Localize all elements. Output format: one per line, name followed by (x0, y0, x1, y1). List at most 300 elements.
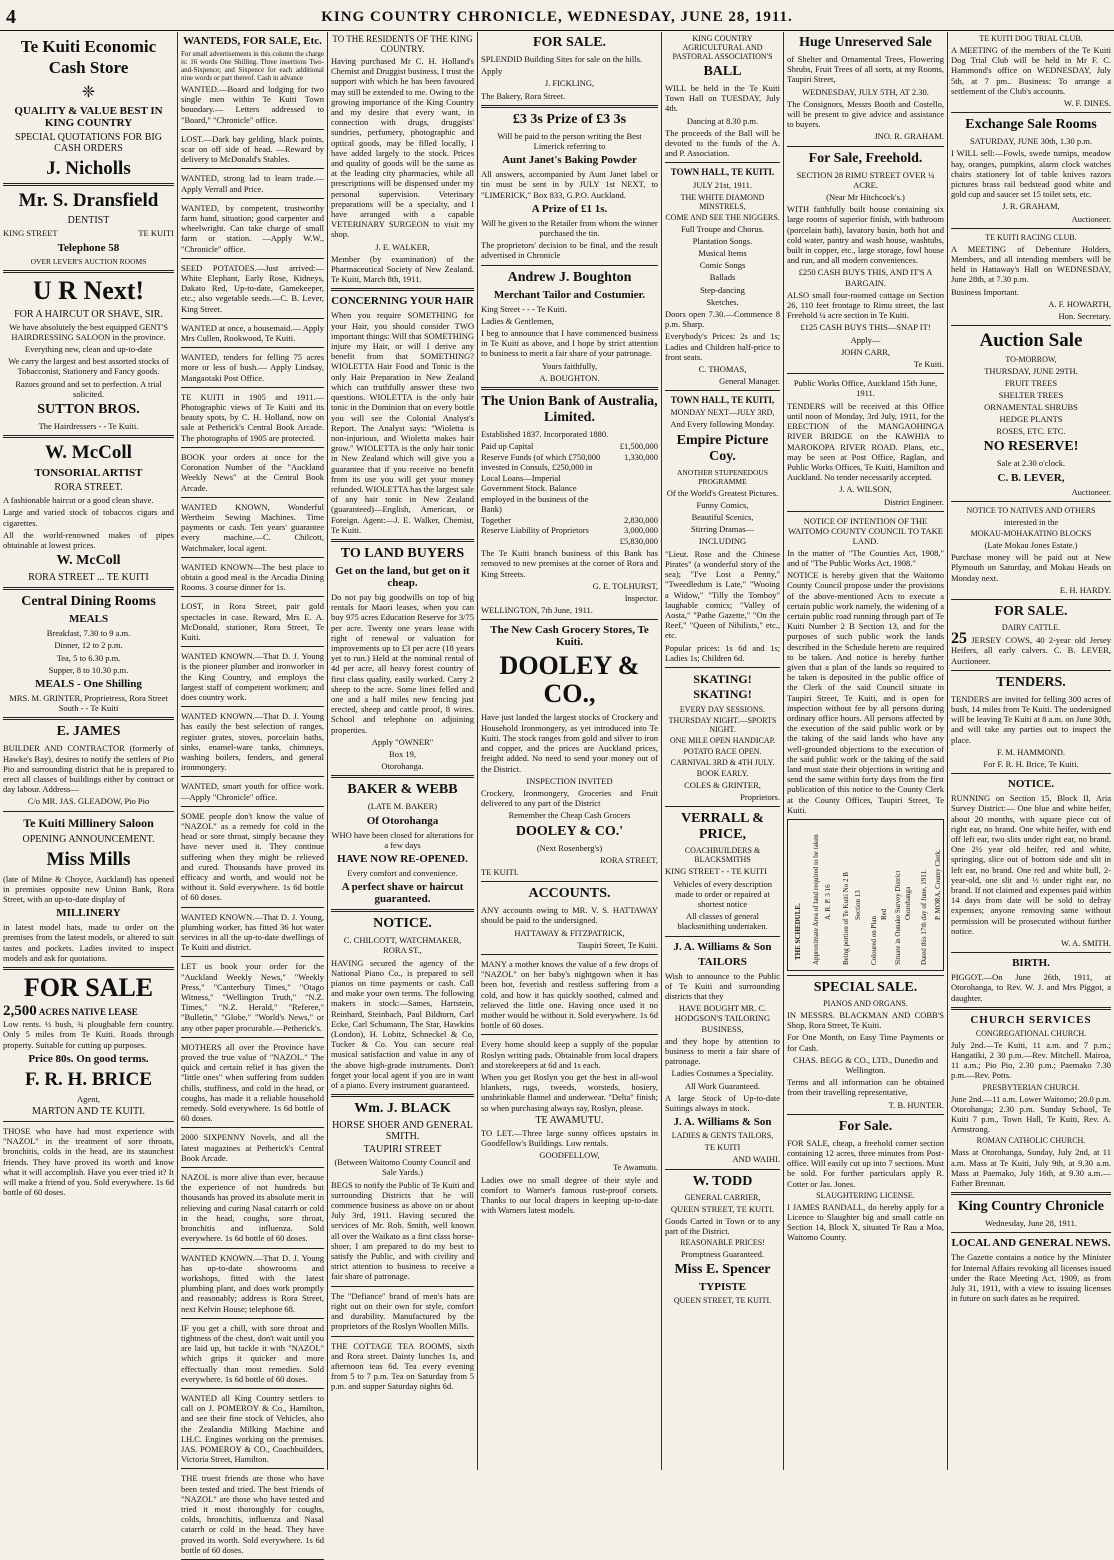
shelter-text: of Shelter and Ornamental Trees, Flowering Shrubs, Fruit Trees of all sorts, at my Rooms, Taupiri Street, (787, 54, 944, 85)
brice: For F. R. H. Brice, Te Kuiti. (983, 758, 1079, 769)
auction-item: HEDGE PLANTS (999, 414, 1063, 425)
answers-text: All answers, accompanied by Aunt Janet label or tin must be sent in by JULY 1st NEXT, to "LIMERICK," Box 833, G.P.O. Auckland. (481, 169, 658, 200)
act-item: Plantation Songs. (692, 235, 753, 246)
unreserved-heading: Huge Unreserved Sale (799, 35, 932, 50)
inspection-line: INSPECTION INVITED (526, 775, 613, 786)
builder-address: C/o MR. JAS. GLEADOW, Pio Pio (27, 796, 150, 807)
grinter-line: MRS. M. GRINTER, Proprietress, Rora Street South - - Te Kuiti (9, 692, 168, 714)
schedule-col: Being portion of Te Kuiti No 2 B (842, 872, 850, 965)
rora-street: RORA STREET, (600, 854, 658, 865)
ornament-icon: ❈ (81, 84, 96, 101)
skating-heading: SKATING! SKATING! (693, 671, 752, 701)
auct2: Auctioneer. (1071, 486, 1111, 497)
every-text: Everything new, clean and up-to-date (24, 343, 153, 354)
kcc-date: Wednesday, June 28, 1911. (985, 1218, 1077, 1229)
auction-items (951, 378, 1111, 436)
classified-ad: WANTED KNOWN, Wonderful Wertheim Sewing Machines. Time payments or cash. Ten years' guarantee every machine.—C. Chilcott, Watchmaker, local agent. (181, 501, 324, 553)
boughton-heading: Andrew J. Boughton (507, 269, 632, 285)
kcc-heading: King Country Chronicle (958, 1199, 1104, 1215)
including-line: INCLUDING (698, 536, 747, 547)
mccoll-heading: W. McColl (45, 442, 132, 464)
purchase-text: Purchase money will be paid out at New Plymouth on Saturday, and Mokau Heads on Monday next. (951, 552, 1111, 583)
masthead (0, 0, 1114, 31)
notice-text: NOTICE is hereby given that the Waitomo County Council propose under the provisions of the above-mentioned Acts to execute a certain public work namely, the widening of a certain public road running through part of Te Kuiti Number 2 B Section 13, and for the purposes of such public work the lands described in the Schedule hereto are required to be taken. And notice is hereby further given that a plan of the lands so required to be taken is deposited in the public office of the Clerk of the said Council situate in Taupiri Street, Te Kuiti, and is open for inspection without fee by all persons during ordinary office hours. All persons affected by the execution of the said public work or by the taking of the said lands who have any well-grounded objections to the execution of the said public work or the taking of the said land must state their objections in writing and send the same within forty days from the first publication of this notice to the County Clerk at the County Offices, Taupiri Street, Te Kuiti. (787, 570, 944, 815)
cong-heading: CONGREGATIONAL CHURCH. (975, 1028, 1087, 1038)
baker-text: WHO have been closed for alterations for a few days (331, 829, 474, 850)
large-stock: A large Stock of Up-to-date Suitings always in stock. (665, 1092, 780, 1113)
acres-number: 2,500 (3, 1003, 37, 1019)
baker-heading: BAKER & WEBB (347, 782, 458, 798)
july21: JULY 21st, 1911. (693, 180, 752, 191)
walker-sub: Member (by examination) of the Pharmaceutical Society of New Zealand. Te Kuiti, March 8th, 1911. (331, 253, 474, 285)
gm: General Manager. (719, 376, 780, 387)
auction-item: FRUIT TREES (1004, 378, 1058, 389)
all-classes-text: All classes of general blacksmithing undertaken. (677, 911, 768, 932)
financial-row: Reserve Liability of Proprietors 3,000,000 (481, 525, 658, 536)
special-sale: SPECIAL SALE. (813, 980, 918, 995)
assoc-heading: KING COUNTRY AGRICULTURAL AND PASTORAL ASSOCIATION'S (672, 34, 773, 61)
tolet-text: TO LET.—Three large sunny offices upstairs in Goodfellow's Buildings. Low rentals. (481, 1127, 658, 1148)
apply-jc: Apply— (850, 334, 881, 345)
king-street: King Street - - - Te Kuiti. (481, 303, 567, 314)
guaranteed: All Work Guaranteed. (685, 1080, 760, 1091)
wish-text: Wish to announce to the Public of Te Kuiti and surrounding districts that they (665, 970, 780, 1001)
hope-text: and they hope by attention to business to merit a fair share of patronage. (665, 1035, 780, 1067)
grocery-heading: The New Cash Grocery Stores, Te Kuiti. (490, 624, 649, 649)
classified-ad: NAZOL is more alive than ever, because the experience of not hundreds but thousands has proved its absolute merit in relieving and curing Nasal catarrh or cold in the head, coughs, sore throat, bronchitis and influenza. Sold everywhere. 1s 6d bottle of 60 doses. (181, 1172, 324, 1244)
williams-tk: TE KUITI (704, 1142, 741, 1153)
merchant-label: Merchant Tailor and Costumier. (493, 288, 646, 301)
terms-text: Terms and all information can be obtained from their travelling representative, (787, 1077, 944, 1098)
waihi: AND WAIHI. (732, 1154, 780, 1165)
classified-ad: WANTED all King Country settlers to call on J. POMEROY & Co., Hamilton, and see their fine stock of Vehicles, also the Zealandia Milking Machine and I.H.C. Engines working on the premises. JAS. POMEROY & CO., Coachbuilders, Victoria Street, Hamilton. (181, 1392, 324, 1465)
classified-ad: WANTED.—Board and lodging for two single men within Te Kuiti Town boundary.— Letters addressed to "Board," "Chronicle" office. (181, 84, 324, 125)
tagline: QUALITY & VALUE BEST IN KING COUNTRY (14, 105, 163, 129)
store-name: Te Kuiti Economic Cash Store (20, 37, 157, 77)
pianos: PIANOS AND ORGANS. (823, 999, 908, 1008)
cong-text: July 2nd.—Te Kuiti, 11 a.m. and 7 p.m.; Hangatiki, 2 30 p.m.—Rev. Mitchell. Mairoa, 11 a.m.; Pio Pio, 2.30 p.m.; Paemako 7.30 p.m.—Rev. Potts. (951, 1039, 1111, 1081)
haircut-line: FOR A HAIRCUT OR SHAVE, SIR. (14, 308, 163, 320)
tomorrow: TO-MORROW, (1005, 355, 1057, 365)
aunt-janet: Aunt Janet's Baking Powder (502, 154, 637, 167)
every-day: EVERY DAY SESSIONS. (679, 704, 766, 714)
carnival-line: CARNIVAL 3RD & 4TH JULY. (670, 757, 775, 767)
every-monday: And Every following Monday. (670, 419, 775, 430)
cash250: £250 CASH BUYS THIS, AND IT'S A BARGAIN. (798, 267, 933, 288)
meals-price: MEALS - One Shilling (35, 677, 142, 690)
bank-financials (481, 441, 658, 546)
baker-perfect: A perfect shave or haircut guaranteed. (341, 881, 464, 906)
bought-text: HAVE BOUGHT MR. C. HODGSON'S TAILORING BUSINESS, (674, 1003, 771, 1034)
forsale-heading: FOR SALE. (532, 35, 607, 50)
proceeds-text: The proceeds of the Ball will be devoted to the funds of the A. and P. Association. (665, 127, 780, 159)
hon: Hon. Secretary. (1058, 311, 1111, 322)
gazette-text: The Gazette contains a notice by the Minister for Internal Affairs revoking all licenses issued under the Race Meeting Act, 1909, as from July 31, 1911, with a view to issuing licenses in future on such dates as be required. (951, 1252, 1111, 1304)
verrall-address: KING STREET - - TE KUITI (665, 866, 767, 877)
goods-text: Goods Carted in Town or to any part of the District. (665, 1215, 780, 1236)
apply-label: Apply (481, 66, 503, 77)
world-line: Of the World's Greatest Pictures. (666, 487, 779, 498)
reasonable: REASONABLE PRICES! (680, 1238, 765, 1248)
supper-time: Supper, 8 to 10.30 p.m. (48, 664, 129, 675)
graham: JNO. R. GRAHAM. (874, 131, 944, 142)
ball-text: WILL be held in the Te Kuiti Town Hall on TUESDAY, July 4th. (665, 83, 780, 114)
freehold-text: FOR SALE, cheap, a freehold corner section containing 12 acres, three minutes from Post-office. Will easily cut up into 7 sections. Must be sold. For further particulars apply R. Cotter or Jas. Jones. (787, 1137, 944, 1189)
classified-ad: WANTED at once, a housemaid.— Apply Mrs Cullen, Rookwood, Te Kuiti. (181, 322, 324, 344)
wanteds-heading: WANTEDS, FOR SALE, Etc. (183, 35, 322, 47)
between-note: (Between Waitomo County Council and Sale Yards.) (334, 1157, 471, 1178)
notice7-heading: NOTICE. (1007, 778, 1055, 791)
baker-town: Of Otorohanga (366, 814, 439, 827)
spencer-heading: Miss E. Spencer (674, 1262, 771, 1278)
prize-text: Will be paid to the person writing the Best Limerick referring to (497, 130, 642, 152)
auction-heading: Auction Sale (979, 330, 1083, 352)
dated: Dated this 17th day of June, 1911. (920, 869, 928, 965)
noreserve: NO RESERVE! (983, 439, 1079, 455)
thursday-line: THURSDAY NIGHT.—SPORTS NIGHT. (668, 715, 777, 734)
next-note: (Next Rosenberg's) (536, 842, 603, 853)
hardy: E. H. HARDY. (1059, 584, 1111, 595)
tenders-heading: TENDERS. (996, 674, 1066, 690)
dines: W. F. DINES. (1064, 98, 1111, 109)
sat-line: SATURDAY, JUNE 30th, 1.30 p.m. (969, 136, 1093, 147)
dinner-time: Dinner, 12 to 2 p.m. (54, 640, 123, 651)
schedule-title: THE SCHEDULE. (794, 903, 802, 960)
full-troupe: Full Troupe and Chorus. (680, 223, 765, 234)
birth-heading: BIRTH. (1012, 957, 1050, 970)
local-heading: LOCAL AND GENERAL NEWS. (951, 1237, 1111, 1250)
monday-line: MONDAY NEXT—JULY 3RD, (670, 408, 775, 418)
classified-ad: THE truest friends are those who have been tested and tried. The best friends of "NAZOL" are those who have tested and tried it most thoroughly for coughs, colds, bronchitis, influenza and Nasal catarrh or cold in the head. They have proved its worth. Sold everywhere. 1s 6d bottle of 60 doses. (181, 1473, 324, 1555)
thursday: THURSDAY, JUNE 29TH. (984, 366, 1078, 377)
boughton-sig: A. BOUGHTON. (539, 372, 600, 383)
potato-line: POTATO RACE OPEN. (683, 746, 762, 756)
schedule-val: Otorohanga (904, 886, 912, 920)
sell-text: I WILL sell:—Fowls, swede turnips, meadow hay, oranges, pumpkins, alarm clock watches chairs stationery lot of table knives razors pictures brass rail bedstead good white and gold cup and saucer set 15 toilet sets, etc. (951, 148, 1111, 200)
large-text: Large and varied stock of tobaccos cigars and cigarettes. (3, 507, 174, 528)
smith: W. A. SMITH. (1061, 937, 1111, 948)
act-item: Ballads (709, 272, 736, 283)
classified-ad: SOME people don't know the value of "NAZOL" as a remedy for cold in the head or sore throat, simply because they have never used it. They continue suffering when they might be relieved and cured. Thousands have proved its efficacy and worth, and would not be without it. Sold everywhere. 1s 6d bottle of 60 doses. (181, 810, 324, 903)
blocks: MOKAU-MOHAKATINO BLOCKS (970, 529, 1092, 539)
splendid-text: SPLENDID Building Sites for sale on the hills. (481, 54, 643, 64)
hammond: F. M. HAMMOND. (996, 746, 1066, 757)
meals-label: MEALS (68, 613, 109, 626)
dining-heading: Central Dining Rooms (21, 594, 156, 610)
millinery-label: MILLINERY (56, 907, 121, 920)
fashion-text: A fashionable haircut or a good clean shave. (3, 495, 154, 506)
mile-line: ONE MILE OPEN HANDICAP. (669, 735, 776, 745)
acres-text: ACRES NATIVE LEASE (38, 1007, 138, 1017)
wilson: J. A. WILSON, (839, 484, 892, 495)
tolhurst: G. E. TOLHURST, (592, 580, 658, 591)
land-box: Box 19, (389, 748, 416, 759)
millinery-heading: Te Kuiti Millinery Saloon (23, 815, 154, 830)
coles: COLES & GRINTER, (684, 779, 761, 790)
graham2: J. R. GRAHAM, (1002, 201, 1060, 212)
baker-reopened: HAVE NOW RE-OPENED. (337, 853, 468, 865)
crockery-text: Crockery, Ironmongery, Groceries and Fruit delivered to any part of the District (481, 787, 658, 809)
classified-ad: WANTED KNOWN—The best place to obtain a good meal is the Arcadia Dining Rooms. 3 course dinner for 1s. (181, 561, 324, 593)
column-2 (178, 32, 328, 1555)
newspaper-title: KING COUNTRY CHRONICLE, WEDNESDAY, JUNE 28, 1911. (321, 9, 793, 25)
ladies-gents: LADIES & GENTS TAILORS, (671, 1131, 774, 1141)
classified-ad: LOST.—Dark bay gelding, black points, scar on off side of head. —Reward by delivery to McDonald's Stables. (181, 133, 324, 165)
pwo: Public Works Office, Auckland 15th June, 1911. (793, 378, 938, 399)
at2: Sale at 2.30 o'clock. (996, 458, 1066, 469)
stirring-line: Stirring Dramas— (690, 524, 755, 535)
racing-heading: TE KUITI RACING CLUB. (985, 232, 1077, 242)
prize2: A Prize of £1 1s. (531, 202, 608, 215)
roslyn-text: When you get Roslyn you get the best in all-wool blankets, rugs, tweeds, worsteds, hosiery, unshrinkable flannel and underwear. "Delta" finish; so when purchasing always say, Roslyn, please. (481, 1071, 658, 1113)
schedule-col: Situate in Ounake Survey District (894, 870, 902, 965)
schedule-val: Red (880, 908, 888, 920)
another-line: ANOTHER STUPENEDOUS PROGRAMME (676, 467, 769, 486)
land-heading: TO LAND BUYERS (340, 545, 465, 561)
column-1 (0, 32, 178, 1470)
nicholls-name: J. Nicholls (46, 158, 131, 179)
act-item: Step-dancing (700, 284, 745, 295)
accounts-text: ANY accounts owing to MR. V. S. HATTAWAY should be paid to the undersigned. (481, 905, 658, 926)
yours-label: Yours faithfully, (541, 360, 598, 371)
ladies-text: I beg to announce that I have commenced business in Te Kuiti as above, and I hope by strict attention to business to merit a fair share of your patronage. (481, 328, 658, 359)
begg: CHAS. BEGG & CO., LTD., Dunedin and Wellington. (793, 1054, 938, 1076)
special-quotations: SPECIAL QUOTATIONS FOR BIG CASH ORDERS (15, 132, 162, 154)
black-heading: Wm. J. BLACK (354, 1101, 451, 1117)
defiance-text: The "Defiance" brand of men's hats are right out on their own for style, comfort and durability. Manufactured by the proprietors of the Roslyn Woollen Mills. (331, 1290, 474, 1332)
tenders-text: TENDERS are invited for felling 300 acres of bush, 14 miles from Te Kuiti. The undersigned will be leaving Te Kuiti at 8 a.m. on June 30th, and will take any parties out to inspect the place. (951, 693, 1111, 745)
howarth: A. F. HOWARTH, (1048, 298, 1111, 309)
walker-signature: J. E. WALKER, (375, 241, 430, 252)
book-early: BOOK EARLY. (696, 768, 749, 778)
lever: C. B. LEVER, (997, 471, 1065, 484)
james-heading: E. JAMES (56, 724, 121, 740)
chilcott-heading: C. CHILCOTT, WATCHMAKER, RORA ST., (343, 935, 462, 956)
tea-time: Tea, 5 to 6.30 p.m. (56, 652, 121, 663)
prices-text: Everybody's Prices: 2s and 1s; Ladies and Children half-price to front seats. (665, 331, 780, 362)
ball-heading: BALL (703, 64, 742, 79)
branch-text: The Te Kuiti branch business of this Bank has removed to new premises at the corner of Rora and King Streets. (481, 548, 658, 579)
classified-ad: BOOK your orders at once for the Coronation Number of the "Auckland Weekly News" at the Central Book Arcade. (181, 451, 324, 493)
rc-heading: ROMAN CATHOLIC CHURCH. (976, 1136, 1086, 1146)
land-town: Otorohanga. (381, 761, 424, 772)
with-text: WITH faithfully built house containing six large rooms of superior finish, with bathroom (porcelain bath), lavatory basin, both hot and cold water, pantry and wash house, washtubs, built in copper, etc., large storage, fowl house and run, and all modern conveniences. (787, 204, 944, 266)
classified-ad: 2000 SIXPENNY Novels, and all the latest magazines at Petherick's Central Book Arcade. (181, 1132, 324, 1163)
for-sale-heading: FOR SALE (23, 973, 154, 1002)
carr-tk: Te Kuiti. (913, 359, 944, 370)
jersey-text: JERSEY COWS, 40 2-year old Jersey Heifers, all early calvers. C. B. LEVER, Auctioneer. (951, 635, 1112, 666)
rc-text: Mass at Otorohanga, Sunday, July 2nd, at 11 a.m. Mass at Te Kuiti, July 9th, at 9.30 a.m. Mass at Paemako, July 16th, at 9.30 a.m.—Father Brennan. (951, 1147, 1111, 1189)
dooley2-heading: DOOLEY & CO.' (515, 823, 624, 839)
mora: P. MORA, County Clerk. (934, 849, 942, 920)
carr: JOHN CARR, (840, 346, 891, 357)
financial-row: £5,830,000 (619, 535, 658, 546)
hair-heading: CONCERNING YOUR HAIR (331, 295, 474, 308)
location-note: OVER LEVER'S AUCTION ROOMS (30, 256, 147, 266)
ladies-salutation: Ladies & Gentlemen, (481, 315, 554, 326)
cash125: £125 CASH BUYS THIS—SNAP IT! (800, 322, 931, 333)
freehold-heading: For Sale, Freehold. (808, 150, 923, 166)
business: Business Important. (951, 286, 1019, 297)
razors-text: Razors ground and set to perfection. A trial solicited. (15, 378, 162, 399)
dairy: DAIRY CATTLE. (1001, 623, 1061, 633)
every-home-text: Every home should keep a supply of the popular Roslyn writing pads. Obtainable from local drapers and storekeepers at 6d and 1s each. (481, 1039, 658, 1070)
mills-heading: Miss Mills (46, 848, 131, 870)
schedule-val: A. R. P. 3 16 (824, 884, 832, 920)
act-item: Musical Items (698, 248, 747, 259)
taupiri: Taupiri Street, Te Kuiti. (577, 939, 658, 950)
classified-ad: WANTED, tenders for felling 75 acres more or less of bush.— Apply Lindsay, Mangaotaki Post Office. (181, 352, 324, 383)
mills-sub: (late of Milne & Choyce, Auckland) has opened in premises opposite new Union Bank, Rora Street, with an up-to-date display of (3, 873, 174, 904)
empire-heading: Empire Picture Coy. (676, 432, 769, 464)
goodfellow: GOODFELLOW, (539, 1150, 600, 1161)
union-bank-heading: The Union Bank of Australia, Limited. (481, 394, 658, 426)
classified-ad: WANTED KNOWN.—That D. J. Young has up-to-date showrooms and workshops, fitted with the latest plumbing plant, and does work promptly and reasonably; address is Rora Street, next Kelvin House; telephone 68. (181, 1252, 324, 1314)
act-item: Comic Songs (699, 260, 746, 271)
tailors-label: TAILORS (698, 955, 747, 968)
running-text: RUNNING on Section 15, Block II, Aria Survey District:— One blue and white heifer, about 20 months, with square piece cut of right ear, no brand. One white heifer, with end off left ear, two slits under right ear, no brand. One 2½ year old heifer, red and white, springing, slice out of bottom side and slit in left ear, no brand. One red and white bull, 2-year-old, one slit and ½ under right ear, no brand. If not claimed and expenses paid within 14 days from date will be sold to defray expenses; anyone removing same without permission will be prosecuted without further notice. (951, 793, 1111, 936)
bakery-address: The Bakery, Rora Street. (481, 90, 566, 101)
typiste: TYPISTE (698, 1281, 747, 1294)
wellington-date: WELLINGTON, 7th June, 1911. (481, 605, 593, 616)
gents-text: We have absolutely the best equipped GENT'S HAIRDRESSING SALOON in the province. (8, 321, 168, 342)
baker-comfort: Every comfort and convenience. (347, 868, 458, 878)
breakfast-time: Breakfast, 7.30 to 9 a.m. (46, 628, 131, 639)
costumes: Ladies Costumes a Speciality. (671, 1068, 774, 1079)
land-text: Do not pay big goodwills on top of big rentals for Maori leases, when you can buy 975 acres Education Reserve for 3/75 per acre. Twenty one years lease with right of renewal or valuation for improvements up to £3 per acre (18 years yet to run.) Held at the nominal rental of 4d per acre, all heavy forest country of first class quality, easily worked. Carry 2 sheep to the acre. Some lines felled and one and a half miles new fencing just erected, sheep and cattle proof, 8 wires. School and telephone on adjoining properties. (331, 591, 474, 735)
classified-ad: WANTED KNOWN.—That D. J. Young, plumbing worker, has fitted 36 hot water services in all the up-to-date dwellings of Te Kuiti and district. (181, 911, 324, 953)
schedule-val: Section 13 (854, 890, 862, 920)
auction-item: SHELTER TREES (998, 390, 1064, 401)
financial-row: Together 2,830,000 (481, 514, 658, 525)
engineer: District Engineer. (884, 496, 944, 507)
consignors-text: The Consignors, Messrs Booth and Costello, will be present to give advice and assistance to buyers. (787, 98, 944, 130)
schedule-col: Coloured on Plan (870, 916, 878, 965)
tenders-text: TENDERS will be received at this Office until noon of Monday, 3rd July, 1911, for the ERECTION of the MANGAOHINGA RIVER BRIDGE on the KAWHIA to MAROKOPA RIVER ROAD. Plans, etc., may be seen at Post Office, Raglan, and Public Works Offices, Te Kuiti, Hamilton and Auckland. No tender necessarily accepted. (787, 400, 944, 483)
telephone: Telephone 58 (57, 241, 120, 254)
dancing-time: Dancing at 8.30 p.m. (686, 115, 759, 126)
church-heading: CHURCH SERVICES (970, 1013, 1092, 1026)
fickling-name: J. FICKLING, (544, 78, 595, 89)
pipes-text: All the world-renowned makes of pipes obtainable at lowest prices. (3, 529, 174, 550)
tobacco-text: We carry the largest and best assorted stocks of Tobacconist, Stationery and Fancy goods. (8, 356, 169, 377)
chilcott-text: HAVING secured the agency of the National Piano Co., is prepared to sell pianos on time payments or cash. Call and make your own terms. The following makers in stock:—Sames, Hartstein, Reinhard, Steinbach, Paul Bildtorn, Carl Ecke, Carl Schumann, The Star, Hawkins (London), H. Lobitz, Schneckel & Co, Tucker & Co. You can secure real musical satisfaction and value in any of the above high-grade instruments. Don't forget your local agent if you are in want of a piano. Every instrument guaranteed. (331, 957, 474, 1091)
financial-row: Paid up Capital £1,500,000 (481, 441, 658, 452)
dooley-heading: DOOLEY & CO., (499, 651, 640, 709)
financial-row: Reserve Funds (of which £750,000 invested in Consuls, £250,000 in Local Loans—Imperial Government Stock. Balance employed in the business of the Bank) 1,330,000 (481, 451, 658, 515)
diamond-minstrels: THE WHITE DIAMOND MINSTRELS, (680, 192, 765, 211)
notice-heading: NOTICE. (373, 916, 432, 932)
many-text: MANY a mother knows the value of a few drops of "NAZOL" on her baby's nightgown when it has been hot, feverish and restless suffering from a cold, and how it has quickly soothed, calmed and relieved the little one. Having once used it no mother would be without it. Sold everywhere. 1s 6d bottle of 60 doses. (481, 958, 658, 1031)
column-6 (784, 32, 948, 1470)
ur-next-heading: U R Next! (32, 275, 145, 305)
townhall2-heading: TOWN HALL, TE KUITI, (670, 395, 775, 406)
classified-ad: LOST, in Rora Street, pair gold spectacles in case. Reward, Mrs E. A. McDonald, stationer, Rora Street, Te Kuiti. (181, 601, 324, 642)
begs-text: BEGS to notify the Public of Te Kuiti and surrounding Districts that he will commence business as above on or about July 3rd, 1911. Having secured the services of Mr. Rob. Smith, well known all over the Waikato as a first class horse-shoer, I am prepared to do my best to satisfy the Public, and with civility and strict attention to business to receive a fair share of patronage. (331, 1179, 474, 1282)
auctioneer: Auctioneer. (1071, 213, 1111, 224)
land-apply: Apply "OWNER" (371, 736, 434, 747)
messrs-text: IN MESSRS. BLACKMAN AND COBB'S Shop, Rora Street, Te Kuiti. (787, 1010, 944, 1031)
month-text: For One Month, on Easy Time Payments or for Cash. (787, 1032, 944, 1053)
tonsorial-label: TONSORIAL ARTIST (34, 467, 143, 480)
taupiri-street: TAUPIRI STREET (363, 1144, 442, 1156)
column-4 (478, 32, 662, 1470)
ladies-owe: Ladies owe no small degree of their style and comfort to Warner's famous rust-proof corsets. Thanks to our local drapers in keeping up-to-date with Warners latest models. (481, 1174, 658, 1216)
schedule-col: Approximate Area of land required to be taken (812, 834, 820, 965)
piggot-text: PIGGOT.—On June 26th, 1911, at Otorohanga, to Rev. W. J. and Mrs Piggot, a daughter. (951, 972, 1111, 1003)
funny-line: Funny Comics, (696, 499, 749, 510)
carrier: GENERAL CARRIER, (684, 1192, 761, 1202)
classified-ad: WANTED, by competent, trustworthy farm hand, situation; good carpenter and wheelwright. Can take charge of small farm or station. —Apply W.W., "Chronicle" office. (181, 202, 324, 254)
interested: interested in the (1003, 516, 1059, 527)
acts-list (665, 236, 780, 307)
classified-ad: MOTHERS all over the Province have proved the true value of "NAZOL." The quick and certain relief it has given the "little ones" when suffering from sudden chills, stuffiness, and cold in the head, or coughs, has made it a reliable household remedy. Sold everywhere. 1s 6d bottle of 60 doses. (181, 1041, 324, 1124)
pres-heading: PRESBYTERIAN CHURCH. (982, 1082, 1080, 1092)
lease-text: Low rents. ½ bush, ¾ ploughable fern country. Only 5 miles from Te Kuiti. Roads through property. Suitable for cutting up purposes. (3, 1019, 174, 1050)
randall-text: I JAMES RANDALL, do hereby apply for a Licence to Slaughter big and small cattle on Section 14, Block X, situated Te Rau a Moa, Waitomo County. (787, 1201, 944, 1243)
auction-item: ORNAMENTAL SHRUBS (984, 402, 1078, 413)
classified-ad: WANTED KNOWN.—That D. J. Young has easily the best selection of ranges, register grates, stoves, porcelain baths, sinks, enamel-ware tanks, chimneys, washing boilers, fenders, and general ironmongery. (181, 711, 324, 773)
natives-heading: NOTICE TO NATIVES AND OTHERS (966, 505, 1096, 515)
agent-label: Agent, (77, 1093, 100, 1104)
hair-text: When you require SOMETHING for your Hair, you should consider TWO important things: Will that SOMETHING injure my Hair, or will I derive any benefit from that SOMETHING? WIOLETTA Hair Food and Tonic is the only Hair Preparation in New Zealand which can truthfully answer these two questions. WIOLETTA is the only hair tonic in the Dominion that on every bottle you will see the Colonial Analyst's Report. The Analyst says: "Wioletta is non-injurious, and Wioletta makes hair grow." WIOLETTA is the only hair tonic in New Zealand which will give you a guarantee that if you receive no benefit from its use you will get your money refunded. WIOLETTA has the largest sale of any hair tonic in New Zealand (guaranteed)—English, American, or Foreign. Agent:—J. E. Walker, Chemist, Te Kuiti. (331, 310, 474, 535)
horse-shoer: HORSE SHOER AND GENERAL SMITH. (332, 1120, 473, 1143)
classified-ad: TE KUITI in 1905 and 1911.—Photographic views of Te Kuiti and its beauty spots, by C. H. Holland, now on sale at Petherick's Central Book Arcade. The photographs of 1905 are protected. (181, 391, 324, 443)
te-kuiti: TE KUITI. (481, 866, 519, 877)
popular-prices: Popular prices: 1s 6d and 1s; Ladies 1s; Children 6d. (665, 642, 780, 663)
classified-ad: LET us book your order for the "Auckland Weekly News," "Weekly Press," "Canterbury Times," "Otago Witness," "Wellington Truth," "N.Z. Times," "N.Z. Herald," "Referee," "Bulletin," "Globe," "World's News," or any other paper procurable.—Petherick's. (181, 961, 324, 1033)
millinery-text: in latest model hats, made to order on the premises from the latest models, or altered to suit tastes and pockets. Ladies invited to inspect models and ask for quotations. (3, 922, 174, 963)
mccoll2-heading: W. McColl (56, 553, 121, 569)
slaughter: SLAUGHTERING LICENSE. (816, 1190, 915, 1200)
remember-line: Remember the Cheap Cash Grocers (508, 810, 631, 821)
brice-heading: F. R. H. BRICE (24, 1068, 153, 1090)
auction-item: ROSES, ETC. ETC. (996, 426, 1066, 437)
dentist-label: DENTIST (67, 215, 110, 226)
walker-text: Having purchased Mr C. H. Holland's Chemist and Druggist business, I trust the support with which he has been favoured may still be extended to me. Owing to the growing importance of the King Country and my desire that every want, in connection with drugs, druggists' sundries, perfumery, photographic and optical goods, may be filled locally, I have added largely to the stock. Prices and quality of goods will be the same as at the leading city pharmacies, while all prescriptions will be dispensed under my personal supervision. Veterinary preparations will be a specialty, and I have arranged with a capable VETERINARY SURGEON to visit my shop. (331, 56, 474, 240)
rora-label: RORA STREET. (54, 482, 123, 494)
schedule-table (787, 819, 944, 971)
address-row: KING STREET TE KUITI (3, 228, 174, 238)
builder-text: BUILDER AND CONTRACTOR (formerly of Hawke's Bay), desires to notify the settlers of Pio Pio and surrounding district that he is prepared to erect all classes of buildings either by contract or day labour. Address— (3, 743, 174, 795)
cottage-text: THE COTTAGE TEA ROOMS, sixth and Rora street. Dainty lunches 1s, and afternoon teas 6d. Tea every evening from 5 to 7 p.m. Tea on Saturday from 5 p.m. and supper Saturday nights 6d. (331, 1340, 474, 1392)
dog-heading: TE KUITI DOG TRIAL CLUB. (979, 34, 1083, 43)
hattaway: HATTAWAY & FITZPATRICK, (514, 927, 625, 938)
column-7 (948, 32, 1114, 1470)
sutton-heading: SUTTON BROS. (37, 401, 140, 417)
racing-text: A MEETING of Debenture Holders, Members, and all intending members will be held in Hattaway's Hall on WEDNESDAY, June 28th, at 7.30 p.m. (951, 243, 1111, 285)
come-see: COME AND SEE THE NIGGERS. (665, 212, 780, 222)
act-item: Sketches. (706, 296, 739, 307)
column-5 (662, 32, 784, 1470)
proprietors: Proprietors. (740, 792, 780, 803)
accounts-heading: ACCOUNTS. (528, 886, 611, 902)
established: Established 1837. Incorporated 1880. (481, 429, 609, 440)
baker-late: (LATE M. BAKER) (367, 801, 438, 812)
also-text: ALSO small four-roomed cottage on Section 26, 110 feet frontage to Rimu street, the last Freehold ¼ acre section in Te Kuiti. (787, 289, 944, 321)
classified-ad: IF you get a chill, with sore throat and tightness of the chest, don't wait until you are laid up, but tackle it with "NAZOL" which grips it quicker and more effectually than most remedies. Sold everywhere. 1s 6d bottle of 60 doses. (181, 1322, 324, 1384)
classified-ad: WANTED, strong lad to learn trade.—Apply Verrall and Price. (181, 173, 324, 194)
vehicles-text: Vehicles of every description made to order or repaired at shortest notice (673, 878, 772, 909)
opening-label: OPENING ANNOUNCEMENT. (22, 833, 155, 845)
lease-price: Price 80s. On good terms. (28, 1052, 149, 1065)
prize-heading: £3 3s Prize of £3 3s (512, 111, 627, 127)
beautiful-line: Beautiful Scenics, (691, 512, 754, 523)
sutton-sub: The Hairdressers - - Te Kuiti. (38, 420, 139, 431)
classified-ad: WANTED KNOWN.—That D. J. Young is the pioneer plumber and ironworker in the King Country, and employs the largest staff of competent workmen; and does country work. (181, 651, 324, 702)
pres-text: June 2nd.—11 a.m. Lower Waitomo; 20.0 p.m. Otorohanga; 2.30 p.m. Sunday School, Te Kuiti 7 p.m., Town Hall, Te Kuiti, Rev. A. Armstrong. (951, 1093, 1111, 1135)
near-line: (Near Mr Hitchcock's.) (826, 192, 905, 203)
